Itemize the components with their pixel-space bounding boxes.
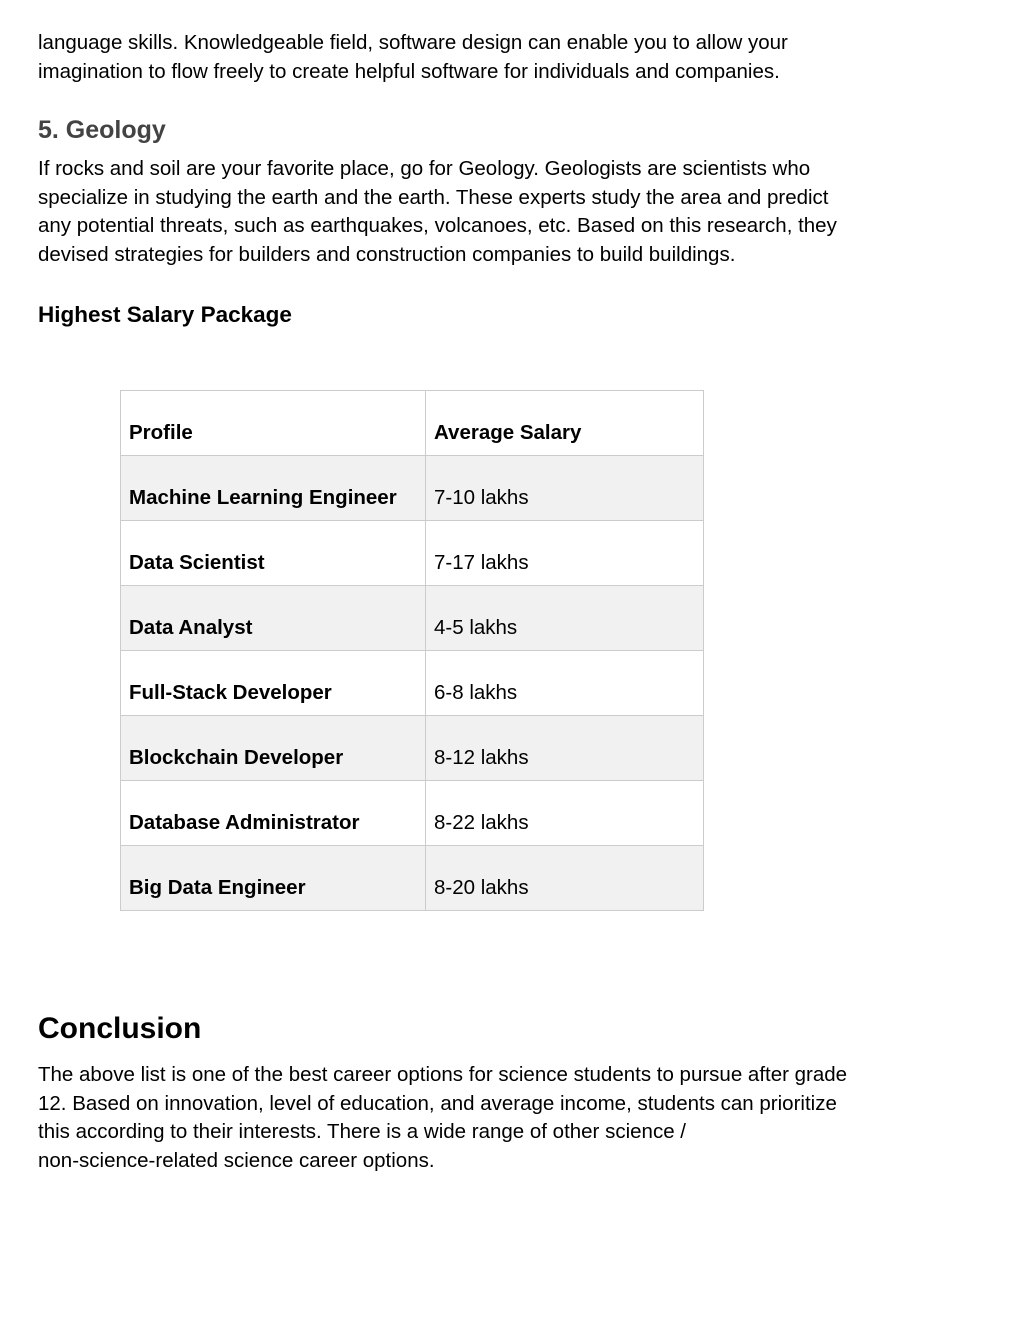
table-row (121, 521, 704, 586)
salary-cell: 7-17 lakhs (426, 521, 704, 586)
geology-heading: 5. Geology (38, 116, 166, 144)
column-header-profile: Profile (121, 391, 426, 456)
table-row (121, 456, 704, 521)
salary-cell: 4-5 lakhs (426, 586, 704, 651)
salary-cell: 6-8 lakhs (426, 651, 704, 716)
conclusion-line: The above list is one of the best career options for science students to pursue after grade (38, 1063, 848, 1086)
conclusion-line: 12. Based on innovation, level of education, and average income, students can prioritize (38, 1091, 837, 1115)
profile-cell: Big Data Engineer (121, 846, 426, 911)
profile-cell: Blockchain Developer (121, 716, 426, 781)
intro-line: language skills. Knowledgeable field, software design can enable you to allow your (38, 31, 788, 54)
salary-cell: 8-20 lakhs (426, 846, 704, 911)
table-row (121, 716, 704, 781)
geology-line: specialize in studying the earth and the earth. These experts study the area and predict (38, 185, 829, 209)
profile-cell: Data Analyst (121, 586, 426, 651)
intro-line: imagination to flow freely to create helpful software for individuals and companies. (38, 59, 780, 83)
salary-heading: Highest Salary Package (38, 302, 292, 327)
profile-cell: Full-Stack Developer (121, 651, 426, 716)
salary-cell: 7-10 lakhs (426, 456, 704, 521)
profile-cell: Database Administrator (121, 781, 426, 846)
intro-paragraph (38, 29, 788, 86)
geology-line: devised strategies for builders and construction companies to build buildings. (38, 242, 736, 266)
column-header-salary: Average Salary (426, 391, 704, 456)
salary-table (120, 390, 704, 911)
salary-cell: 8-12 lakhs (426, 716, 704, 781)
table-header-row (121, 391, 704, 456)
geology-line: If rocks and soil are your favorite place, go for Geology. Geologists are scientists who (38, 157, 811, 180)
conclusion-line: non-science-related science career options. (38, 1148, 435, 1172)
table-row (121, 846, 704, 911)
table-row (121, 651, 704, 716)
table-row (121, 586, 704, 651)
profile-cell: Data Scientist (121, 521, 426, 586)
conclusion-heading: Conclusion (38, 1012, 202, 1045)
conclusion-paragraph (38, 1061, 847, 1175)
conclusion-line: this according to their interests. There is a wide range of other science / (38, 1120, 686, 1144)
profile-cell: Machine Learning Engineer (121, 456, 426, 521)
salary-cell: 8-22 lakhs (426, 781, 704, 846)
geology-paragraph (38, 155, 837, 269)
geology-line: any potential threats, such as earthquakes, volcanoes, etc. Based on this research, they (38, 214, 837, 238)
table-row (121, 781, 704, 846)
